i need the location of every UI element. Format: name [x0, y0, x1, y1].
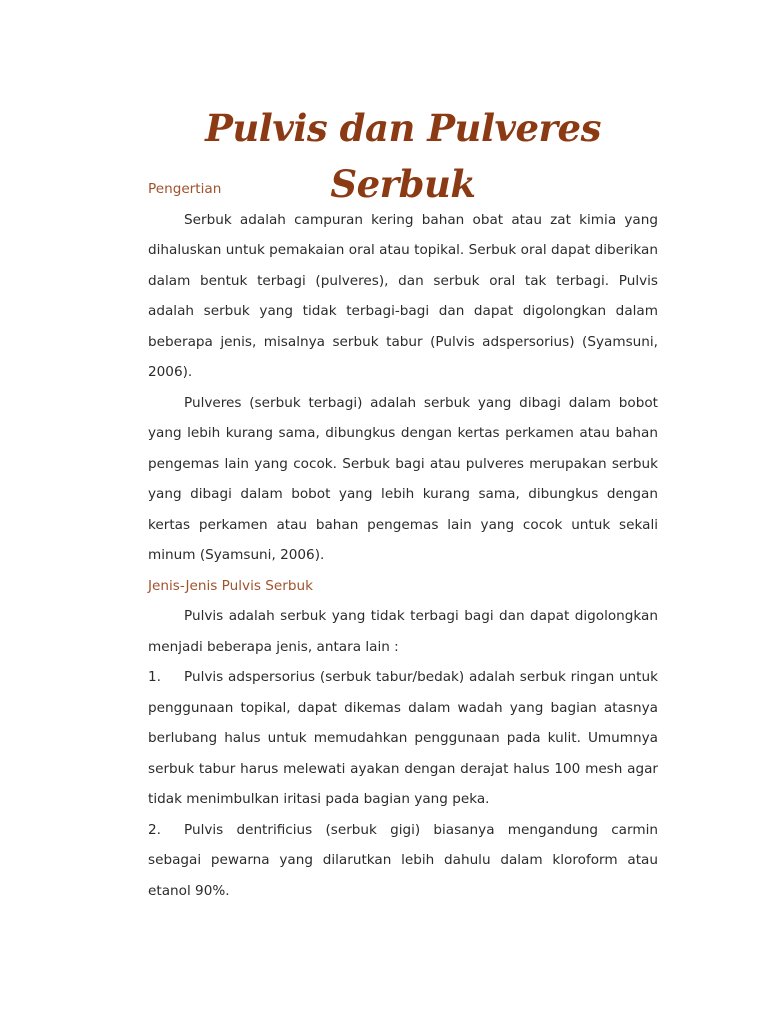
list-item-number: 2.: [148, 821, 161, 838]
list-item: [148, 815, 658, 907]
section-heading-jenis: Jenis-Jenis Pulvis Serbuk: [148, 577, 313, 594]
paragraph-serbuk-definition: Serbuk adalah campuran kering bahan obat atau zat kimia yang dihaluskan untuk pemakaian oral atau topikal. Serbuk oral dapat diberikan dalam bentuk terbagi (pulveres), dan serbuk oral tak terbagi. Pulvis adalah serbuk yang tidak terbagi-bagi dan dapat digolongkan dalam beberapa jenis, misalnya serbuk tabur (Pulvis adspersorius) (Syamsuni, 2006).: [148, 211, 658, 380]
list-item-number: 1.: [148, 669, 161, 685]
list-item: [148, 662, 658, 815]
paragraph-pulveres-definition: Pulveres (serbuk terbagi) adalah serbuk yang dibagi dalam bobot yang lebih kurang sama, dibungkus dengan kertas perkamen atau bahan pengemas lain yang cocok. Serbuk bagi atau pulveres merupakan serbuk yang dibagi dalam bobot yang lebih kurang sama, dibungkus dengan kertas perkamen atau bahan pengemas lain yang cocok untuk sekali minum (Syamsuni, 2006).: [148, 394, 658, 563]
document-body: [148, 174, 658, 906]
paragraph-jenis-intro: Pulvis adalah serbuk yang tidak terbagi bagi dan dapat digolongkan menjadi beberapa jenis, antara lain :: [148, 608, 658, 655]
document-title: Pulvis dan Pulveres Serbuk: [205, 106, 601, 206]
list-item-text: Pulvis adspersorius (serbuk tabur/bedak) adalah serbuk ringan untuk penggunaan topikal, dapat dikemas dalam wadah yang bagian atasnya berlubang halus untuk memudahkan penggunaan pada kulit. Umumnya serbuk tabur harus melewati ayakan dengan derajat halus 100 mesh agar tidak menimbulkan iritasi pada bagian yang peka.: [148, 669, 658, 807]
section-heading-pengertian: Pengertian: [148, 181, 222, 197]
list-item-text: Pulvis dentrificius (serbuk gigi) biasanya mengandung carmin sebagai pewarna yang dilarutkan lebih dahulu dalam kloroform atau etanol 90%.: [148, 821, 658, 899]
